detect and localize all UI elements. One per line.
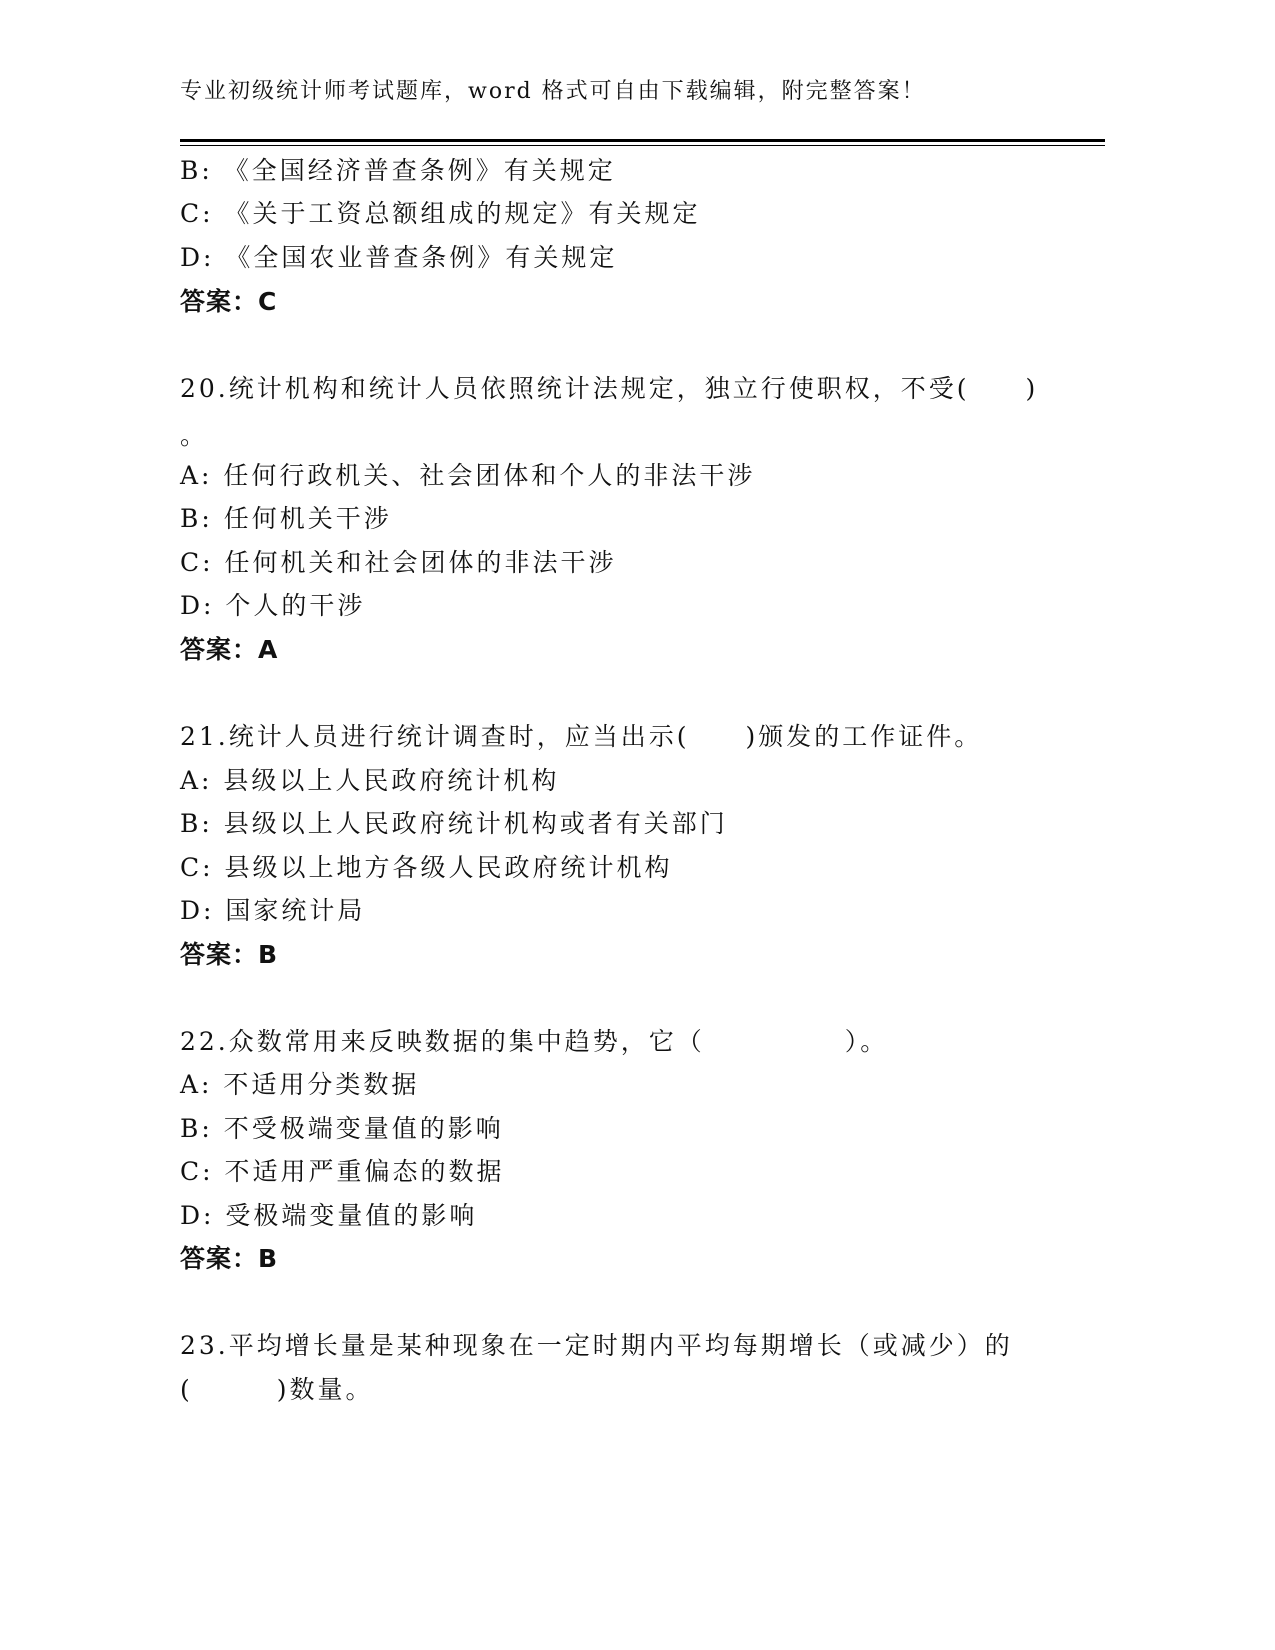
q21-stem: 21.统计人员进行统计调查时，应当出示( )颁发的工作证件。 bbox=[180, 722, 983, 751]
header-rule-thick bbox=[180, 139, 1105, 142]
prev-answer: 答案：C bbox=[180, 287, 278, 316]
q21-option-b: B: 县级以上人民政府统计机构或者有关部门 bbox=[180, 809, 728, 838]
q22-answer: 答案：B bbox=[180, 1244, 279, 1273]
q20-stem-cont: 。 bbox=[180, 421, 209, 450]
q22-option-d: D: 受极端变量值的影响 bbox=[180, 1201, 478, 1230]
q20-answer: 答案：A bbox=[180, 635, 279, 664]
q21-option-d: D: 国家统计局 bbox=[180, 896, 366, 925]
q20-option-a: A: 任何行政机关、社会团体和个人的非法干涉 bbox=[180, 461, 756, 490]
q20-option-d: D: 个人的干涉 bbox=[180, 591, 366, 620]
prev-option-d: D: 《全国农业普查条例》有关规定 bbox=[180, 243, 618, 272]
q22-option-b: B: 不受极端变量值的影响 bbox=[180, 1114, 504, 1143]
q22-stem: 22.众数常用来反映数据的集中趋势，它（ ）。 bbox=[180, 1027, 889, 1056]
page-header: 专业初级统计师考试题库，word 格式可自由下载编辑，附完整答案！ bbox=[180, 79, 926, 104]
q21-option-c: C: 县级以上地方各级人民政府统计机构 bbox=[180, 853, 673, 882]
q21-option-a: A: 县级以上人民政府统计机构 bbox=[180, 766, 560, 795]
header-rule-thin bbox=[180, 145, 1105, 146]
prev-option-b: B: 《全国经济普查条例》有关规定 bbox=[180, 156, 616, 185]
prev-option-c: C: 《关于工资总额组成的规定》有关规定 bbox=[180, 199, 701, 228]
q23-stem: 23.平均增长量是某种现象在一定时期内平均每期增长（或减少）的 bbox=[180, 1331, 1013, 1360]
q21-answer: 答案：B bbox=[180, 940, 279, 969]
q20-stem: 20.统计机构和统计人员依照统计法规定，独立行使职权，不受( ) bbox=[180, 374, 1039, 403]
q20-option-c: C: 任何机关和社会团体的非法干涉 bbox=[180, 548, 617, 577]
q23-stem-cont: ( )数量。 bbox=[180, 1375, 374, 1404]
q22-option-c: C: 不适用严重偏态的数据 bbox=[180, 1157, 505, 1186]
q22-option-a: A: 不适用分类数据 bbox=[180, 1070, 420, 1099]
q20-option-b: B: 任何机关干涉 bbox=[180, 504, 392, 533]
